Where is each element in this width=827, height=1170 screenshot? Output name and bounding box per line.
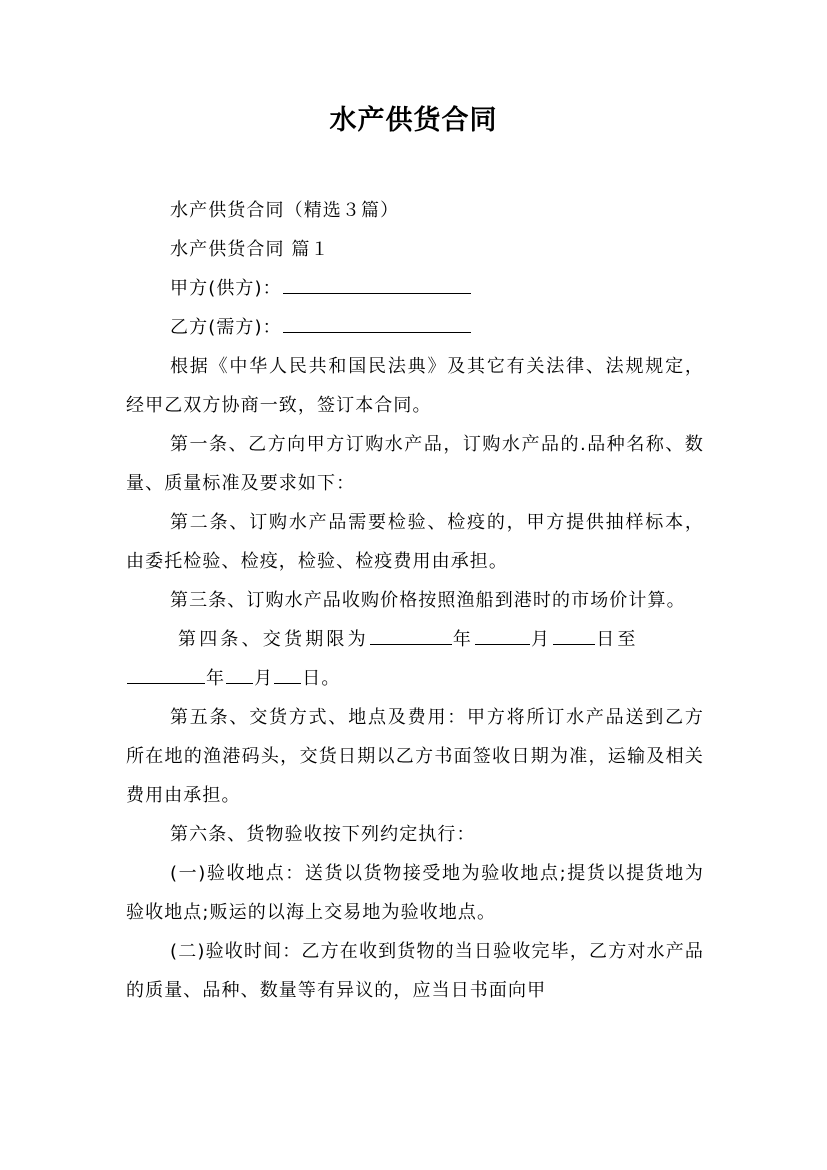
party-a-line bbox=[126, 269, 704, 308]
party-a-blank bbox=[283, 271, 471, 294]
clause-4-year-label-2: 年 bbox=[206, 668, 226, 689]
clause-5-paragraph: 第五条、交货方式、地点及费用：甲方将所订水产品送到乙方所在地的渔港码头，交货日期以乙方书面签收日期为准，运输及相关费用由承担。 bbox=[126, 707, 704, 806]
clause-6-paragraph: 第六条、货物验收按下列约定执行： bbox=[170, 824, 476, 845]
clause-4-day-blank-1 bbox=[553, 622, 595, 645]
clause-4-month-blank-2 bbox=[226, 661, 253, 684]
clause-4-month-blank-1 bbox=[475, 622, 530, 645]
clause-6-item-2: (二)验收时间：乙方在收到货物的当日验收完毕，乙方对水产品的质量、品种、数量等有异议的，应当日书面向甲 bbox=[126, 941, 704, 1001]
clause-4-year-label-1: 年 bbox=[452, 629, 475, 650]
clause-4-line-2 bbox=[126, 659, 704, 698]
clause-4-month-label-1: 月 bbox=[531, 629, 553, 650]
party-b-line bbox=[126, 308, 704, 347]
document-body bbox=[126, 191, 704, 1010]
party-a-label: 甲方(供方)： bbox=[170, 278, 282, 299]
party-b-label: 乙方(需方)： bbox=[170, 317, 282, 338]
clause-1-paragraph: 第一条、乙方向甲方订购水产品，订购水产品的.品种名称、数量、质量标准及要求如下： bbox=[126, 434, 704, 494]
party-b-blank bbox=[283, 310, 471, 333]
clause-2-paragraph: 第二条、订购水产品需要检验、检疫的，甲方提供抽样标本，由委托检验、检疫，检验、检疫费用由承担。 bbox=[126, 512, 704, 572]
clause-4-month-label-2: 月 bbox=[254, 668, 274, 689]
clause-4-line-1 bbox=[126, 620, 704, 659]
clause-4-day-label-1: 日至 bbox=[596, 629, 639, 650]
clause-4-year-blank-2 bbox=[127, 661, 205, 684]
clause-4-prefix: 第四条、交货期限为 bbox=[178, 629, 369, 650]
clause-4-paragraph bbox=[126, 620, 704, 698]
clause-4-day-label-2: 日。 bbox=[302, 668, 341, 689]
clause-4-year-blank-1 bbox=[370, 622, 452, 645]
document-title: 水产供货合同 bbox=[329, 105, 498, 136]
document-subtitle: 水产供货合同（精选３篇） bbox=[170, 200, 400, 221]
preamble-paragraph: 根据《中华人民共和国民法典》及其它有关法律、法规规定，经甲乙双方协商一致，签订本合同。 bbox=[126, 356, 704, 416]
clause-3-paragraph: 第三条、订购水产品收购价格按照渔船到港时的市场价计算。 bbox=[170, 590, 686, 611]
article-heading: 水产供货合同 篇１ bbox=[170, 239, 330, 260]
clause-4-day-blank-2 bbox=[274, 661, 301, 684]
clause-6-item-1: (一)验收地点：送货以货物接受地为验收地点;提货以提货地为验收地点;贩运的以海上交易地为验收地点。 bbox=[126, 863, 704, 923]
